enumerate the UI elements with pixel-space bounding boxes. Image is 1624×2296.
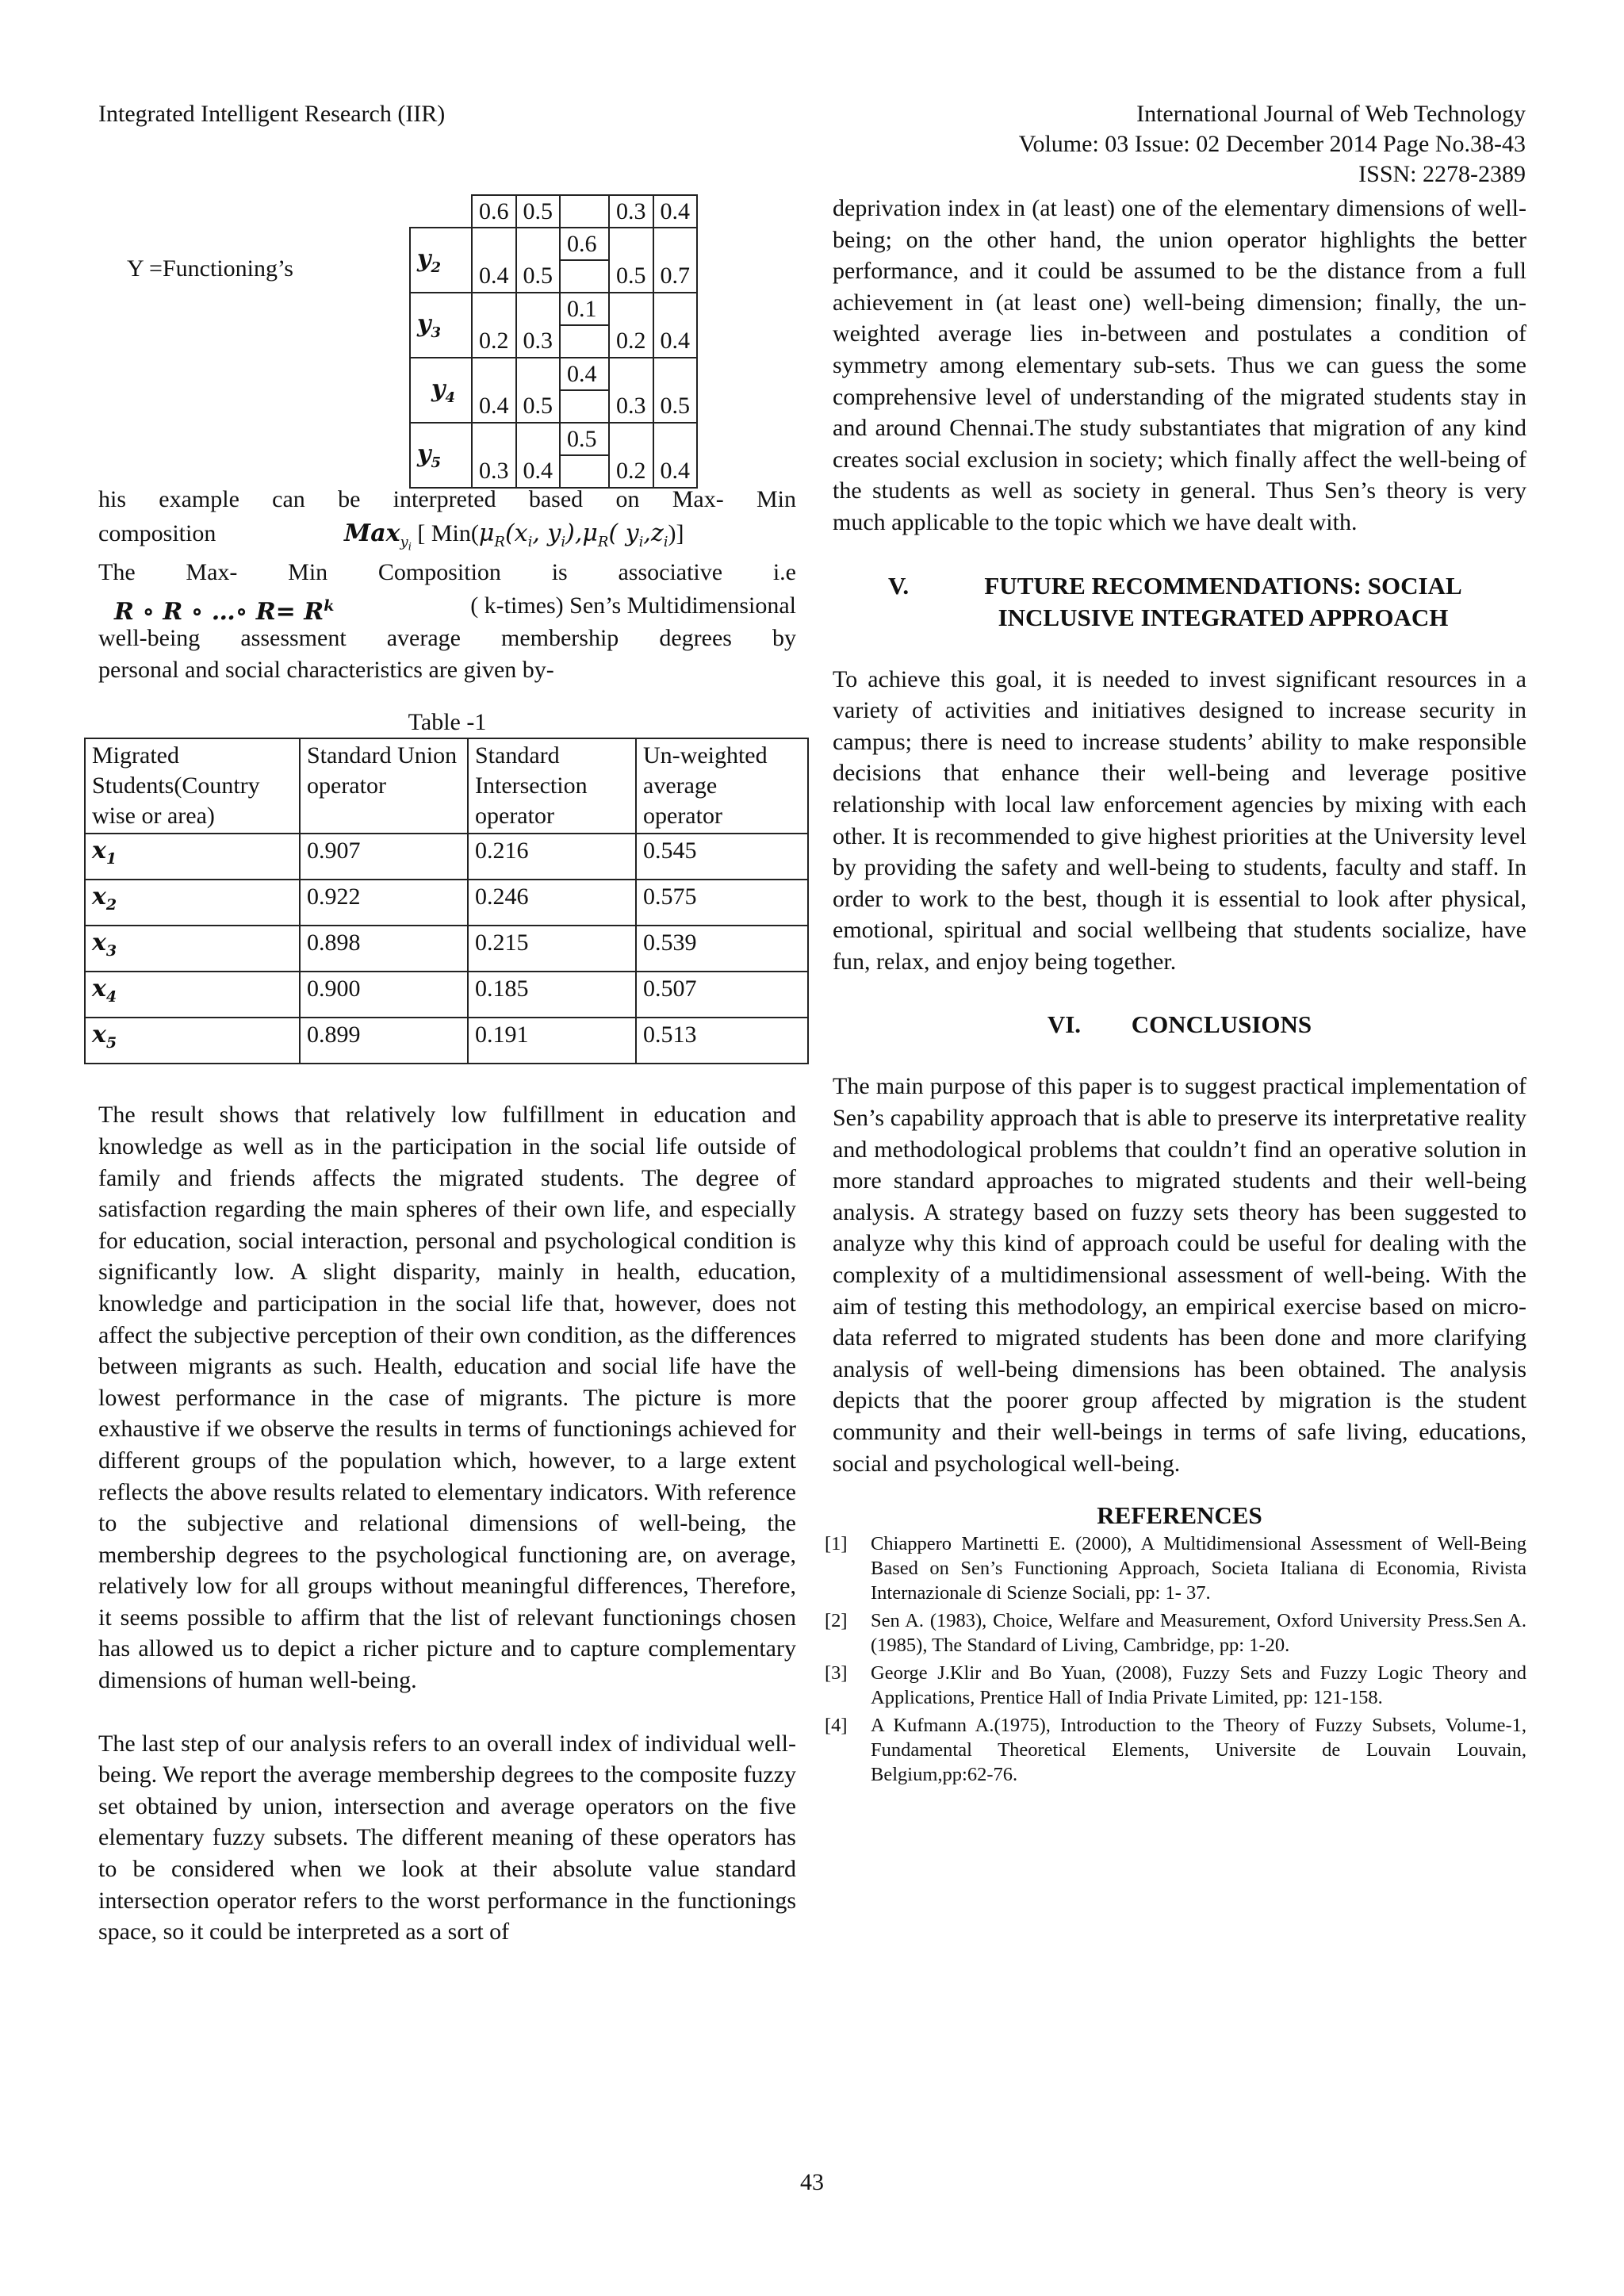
matrix-cell: 0.3 xyxy=(609,195,653,228)
reference-number: [2] xyxy=(825,1610,848,1632)
average-value: 0.507 xyxy=(636,972,808,1018)
reference-text: George J.Klir and Bo Yuan, (2008), Fuzzy Sets and Fuzzy Logic Theory and Applications, Prentice Hall of India Private Limited, pp: 121-158. xyxy=(871,1662,1526,1709)
header-left: Integrated Intelligent Research (IIR) xyxy=(98,101,446,127)
union-value: 0.900 xyxy=(300,972,468,1018)
reference-item xyxy=(825,1608,1526,1658)
max-min-formula: Max$_{y_i}$ [ $Min(\mu_R(x_i$, $y_i),\mu_R$( $y_i,z_i$)] xyxy=(344,519,684,554)
reference-text: Chiappero Martinetti E. (2000), A Multidimensional Assessment of Well-Being Based on Sen’s Functioning Approach, Societa Italiana di Economia, Rivista Internazionale di Scienze Sociali, pp: 1- 37. xyxy=(871,1533,1526,1604)
reference-number: [4] xyxy=(825,1715,848,1737)
section-number: VI. xyxy=(1047,1010,1082,1039)
header-right xyxy=(1019,99,1526,190)
paragraph: his example can be interpreted based on Max- Min xyxy=(98,486,796,512)
matrix-label: Y =Functioning’s xyxy=(127,255,293,282)
journal-volume: Volume: 03 Issue: 02 December 2014 Page No.38-43 xyxy=(1018,131,1526,157)
matrix-top-row xyxy=(410,195,697,228)
reference-item xyxy=(825,1661,1526,1710)
table-header: Un-weighted average operator xyxy=(636,738,808,834)
matrix-cell xyxy=(560,195,609,228)
journal-name: International Journal of Web Technology xyxy=(1136,101,1526,127)
matrix-cell: 0.3 xyxy=(609,390,653,423)
matrix-cell: 0.1 xyxy=(560,293,609,325)
matrix-row-symbol: $y_4$ xyxy=(410,358,472,423)
section-title: INCLUSIVE INTEGRATED APPROACH xyxy=(998,603,1449,631)
union-value: 0.922 xyxy=(300,880,468,926)
section-number: V. xyxy=(888,571,910,600)
average-value: 0.575 xyxy=(636,880,808,926)
matrix-cell: 0.6 xyxy=(560,228,609,260)
section-heading-6 xyxy=(833,1009,1526,1041)
matrix-cell: 0.3 xyxy=(516,325,561,358)
table-caption: Table -1 xyxy=(408,709,487,736)
average-value: 0.545 xyxy=(636,834,808,880)
table-header: Standard Intersection operator xyxy=(468,738,636,834)
intersection-value: 0.215 xyxy=(468,926,636,972)
paragraph: The main purpose of this paper is to suggest practical implementation of Sen’s capability approach that is able to preserve its interpretative reality and methodological problems that couldn’t find an operative solution in more standard approaches to migrated students and their well-being analysis. A strategy based on fuzzy sets theory has been suggested to analyze why this kind of approach could be useful for dealing with the complexity of a multidimensional assessment of well-being. With the aim of testing this methodology, an empirical exercise based on micro-data referred to migrated students has been done and more clarifying analysis of well-being dimensions has been obtained. The analysis depicts that the poorer group affected by migration is the student community and their well-beings in terms of safe living, educations, social and psychological well-being. xyxy=(833,1073,1526,1477)
matrix-cell: 0.5 xyxy=(516,390,561,423)
matrix-row xyxy=(410,228,697,260)
references-heading: REFERENCES xyxy=(1097,1501,1262,1530)
matrix-cell: 0.7 xyxy=(653,260,698,293)
paragraph: The Max- Min Composition is associative i.e xyxy=(98,558,796,585)
formula-line xyxy=(98,588,796,627)
matrix-cell: 0.5 xyxy=(516,260,561,293)
reference-item xyxy=(825,1713,1526,1787)
table-row xyxy=(85,834,808,880)
reference-text: Sen A. (1983), Choice, Welfare and Measurement, Oxford University Press.Sen A. (1985), The Standard of Living, Cambridge, pp: 1-20. xyxy=(871,1610,1526,1657)
row-symbol: $x_1$ xyxy=(85,834,300,880)
row-symbol: $x_2$ xyxy=(85,880,300,926)
matrix-cell: 0.4 xyxy=(472,260,516,293)
paragraph: well-being assessment average membership degrees by xyxy=(98,625,796,652)
reference-item xyxy=(825,1531,1526,1605)
intersection-value: 0.191 xyxy=(468,1018,636,1064)
paragraph: The last step of our analysis refers to an overall index of individual well-being. We report the average membership degrees to the composite fuzzy set obtained by union, intersection and average operators on the five elementary fuzzy subsets. The different meaning of these operators has to be considered when we look at their absolute value standard intersection operator refers to the worst performance in the functionings space, so it could be interpreted as a sort of xyxy=(98,1730,796,1945)
matrix-cell: 0.2 xyxy=(472,325,516,358)
matrix-cell: 0.5 xyxy=(609,260,653,293)
matrix-row xyxy=(410,423,697,455)
results-table xyxy=(84,738,809,1064)
matrix-cell: 0.4 xyxy=(653,325,698,358)
matrix-cell: 0.5 xyxy=(653,390,698,423)
paragraph: personal and social characteristics are given by- xyxy=(98,656,554,683)
matrix-row-symbol: $y_3$ xyxy=(410,293,472,358)
matrix-cell: 0.3 xyxy=(472,455,516,488)
functioning-matrix xyxy=(409,194,698,489)
table-row xyxy=(85,880,808,926)
left-column xyxy=(92,190,796,1948)
intersection-value: 0.216 xyxy=(468,834,636,880)
functioning-matrix-block xyxy=(98,190,796,484)
matrix-cell: 0.2 xyxy=(609,325,653,358)
paragraph: The result shows that relatively low fulfillment in education and knowledge as well as in the participation in the social life outside of family and friends affects the migrated students. The degree of satisfaction regarding the main spheres of their own life, and especially for education, social interaction, personal and psychological condition is significantly low. A slight disparity, mainly in health, education, knowledge and participation in the social life that, however, does not affect the subjective perception of their own condition, as the differences between migrants as such. Health, education and social life have the lowest performance in the case of migrants. The picture is more exhaustive if we observe the results in terms of functionings achieved for different groups of the population which, however, to a large extent reflects the above results related to elementary indicators. With reference to the subjective and relational dimensions of well-being, the membership degrees to the psychological functioning are, on average, relatively low for all groups without meaningful differences, Therefore, it seems possible to affirm that the list of relevant functionings chosen has allowed us to depict a richer picture and to capture complementary dimensions of human well-being. xyxy=(98,1102,796,1694)
table-header: Standard Union operator xyxy=(300,738,468,834)
formula-label: composition xyxy=(98,519,216,546)
matrix-row xyxy=(410,293,697,325)
average-value: 0.513 xyxy=(636,1018,808,1064)
matrix-cell: 0.5 xyxy=(560,423,609,455)
section-title: FUTURE RECOMMENDATIONS: SOCIAL xyxy=(984,571,1462,600)
row-symbol: $x_3$ xyxy=(85,926,300,972)
right-column xyxy=(825,193,1526,1787)
reference-number: [1] xyxy=(825,1533,848,1555)
matrix-cell: 0.2 xyxy=(609,455,653,488)
average-value: 0.539 xyxy=(636,926,808,972)
intersection-value: 0.246 xyxy=(468,880,636,926)
table-row xyxy=(85,1018,808,1064)
references-list xyxy=(825,1531,1526,1787)
matrix-cell: 0.4 xyxy=(653,455,698,488)
paragraph: deprivation index in (at least) one of the elementary dimensions of well-being; on the other hand, the union operator highlights the better performance, and it could be assumed to be the distance from a full achievement in (at least one) well-being dimension; finally, the un-weighted average lies in-between and postulates a condition of symmetry among elementary sub-sets. Thus we can guess the some comprehensive level of understanding of the migrated students stay in and around Chennai.The study substantiates that migration of any kind creates social exclusion in society; which finally affect the well-being of the students as well as society in general. Thus Sen’s theory is very much applicable to the topic which we have dealt with. xyxy=(833,195,1526,535)
row-symbol: $x_5$ xyxy=(85,1018,300,1064)
matrix-cell: 0.6 xyxy=(472,195,516,228)
matrix-row-symbol: $y_2$ xyxy=(410,228,472,293)
table-header: Migrated Students(Country wise or area) xyxy=(85,738,300,834)
matrix-cell: 0.4 xyxy=(560,358,609,390)
formula-line xyxy=(98,516,796,552)
table-header-row xyxy=(85,738,808,834)
composition-formula: R ∘ R ∘ …∘ $R= R^k$ xyxy=(114,597,335,627)
matrix-row xyxy=(410,358,697,390)
reference-text: A Kufmann A.(1975), Introduction to the Theory of Fuzzy Subsets, Volume-1, Fundamental Theoretical Elements, Universite de Louvain Louvain, Belgium,pp:62-76. xyxy=(871,1715,1526,1786)
matrix-cell: 0.4 xyxy=(472,390,516,423)
intersection-value: 0.185 xyxy=(468,972,636,1018)
page-number: 43 xyxy=(800,2169,824,2195)
table-row xyxy=(85,926,808,972)
union-value: 0.898 xyxy=(300,926,468,972)
paragraph: To achieve this goal, it is needed to invest significant resources in a variety of activities and initiatives designed to increase security in campus; there is need to increase students’ ability to make responsible decisions that enhance their well-being and leverage positive relationship with local law enforcement agencies by mixing with each other. It is recommended to give highest priorities at the University level by providing the safety and well-being to students, faculty and staff. In order to work to the best, though it is essential to look after physical, emotional, spiritual and social wellbeing that students socialize, have fun, relax, and enjoy being together. xyxy=(833,665,1526,975)
matrix-cell: 0.4 xyxy=(653,195,698,228)
reference-number: [3] xyxy=(825,1662,848,1685)
matrix-row-symbol: $y_5$ xyxy=(410,423,472,488)
section-heading-5 xyxy=(833,570,1526,634)
journal-issn: ISSN: 2278-2389 xyxy=(1358,161,1526,187)
union-value: 0.899 xyxy=(300,1018,468,1064)
row-symbol: $x_4$ xyxy=(85,972,300,1018)
matrix-cell: 0.4 xyxy=(516,455,561,488)
matrix-cell: 0.5 xyxy=(516,195,561,228)
union-value: 0.907 xyxy=(300,834,468,880)
section-title: CONCLUSIONS xyxy=(1131,1010,1312,1039)
table-row xyxy=(85,972,808,1018)
formula-trailing-text: ( k-times) Sen’s Multidimensional xyxy=(470,592,796,619)
